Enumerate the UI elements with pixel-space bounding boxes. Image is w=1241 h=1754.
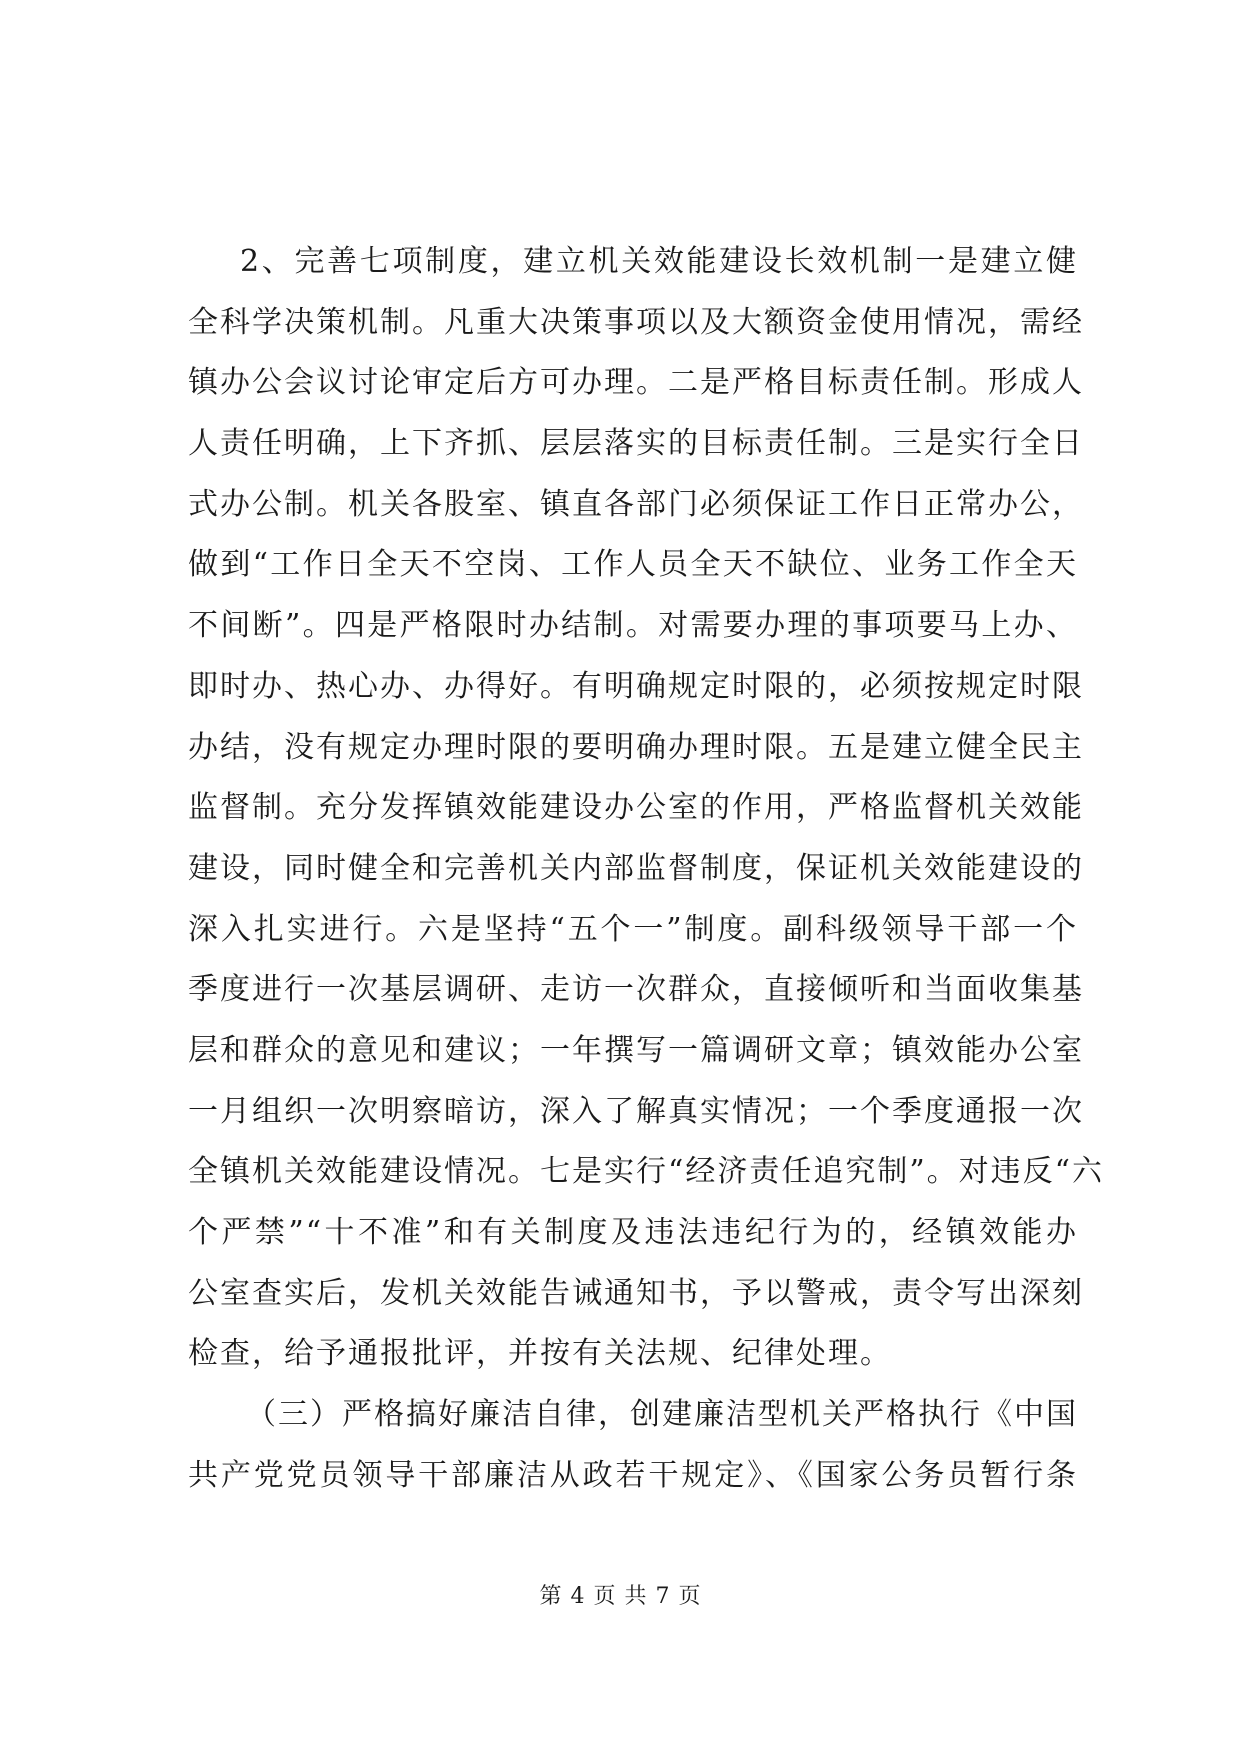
paragraph-line: 一月组织一次明察暗访，深入了解真实情况；一个季度通报一次: [188, 1093, 1084, 1129]
paragraph-line: 全科学决策机制。凡重大决策事项以及大额资金使用情况，需经: [188, 304, 1084, 340]
paragraph-line: 共产党党员领导干部廉洁从政若干规定》、《国家公务员暂行条: [188, 1457, 1078, 1493]
paragraph-line: 公室查实后，发机关效能告诫通知书，予以警戒，责令写出深刻: [188, 1275, 1084, 1311]
paragraph-line: 深入扎实进行。六是坚持“五个一”制度。副科级领导干部一个: [188, 911, 1078, 947]
paragraph-line: 建设，同时健全和完善机关内部监督制度，保证机关效能建设的: [188, 850, 1084, 886]
paragraph-line: 式办公制。机关各股室、镇直各部门必须保证工作日正常办公，: [188, 486, 1084, 522]
paragraph-line: 人责任明确，上下齐抓、层层落实的目标责任制。三是实行全日: [188, 426, 1084, 462]
paragraph-line: 全镇机关效能建设情况。七是实行“经济责任追究制”。对违反“六: [188, 1154, 1105, 1190]
paragraph-line: 监督制。充分发挥镇效能建设办公室的作用，严格监督机关效能: [188, 790, 1084, 826]
paragraph-line: 不间断”。四是严格限时办结制。对需要办理的事项要马上办、: [188, 608, 1078, 644]
paragraph-line: 检查，给予通报批评，并按有关法规、纪律处理。: [188, 1336, 892, 1372]
page-number-footer: 第 4 页 共 7 页: [539, 1584, 702, 1609]
paragraph-line: 季度进行一次基层调研、走访一次群众，直接倾听和当面收集基: [188, 972, 1084, 1008]
paragraph-line: 做到“工作日全天不空岗、工作人员全天不缺位、业务工作全天: [188, 547, 1078, 583]
paragraph-line: （三）严格搞好廉洁自律，创建廉洁型机关严格执行《中国: [246, 1397, 1078, 1433]
paragraph-line: 办结，没有规定办理时限的要明确办理时限。五是建立健全民主: [188, 729, 1084, 765]
paragraph-line: 2、完善七项制度，建立机关效能建设长效机制一是建立健: [240, 244, 1078, 279]
paragraph-line: 层和群众的意见和建议；一年撰写一篇调研文章；镇效能办公室: [188, 1032, 1084, 1068]
paragraph-line: 即时办、热心办、办得好。有明确规定时限的，必须按规定时限: [188, 668, 1084, 704]
paragraph-line: 个严禁”“十不准”和有关制度及违法违纪行为的，经镇效能办: [188, 1215, 1078, 1250]
paragraph-line: 镇办公会议讨论审定后方可办理。二是严格目标责任制。形成人: [188, 365, 1084, 401]
document-body: [188, 232, 1105, 1506]
